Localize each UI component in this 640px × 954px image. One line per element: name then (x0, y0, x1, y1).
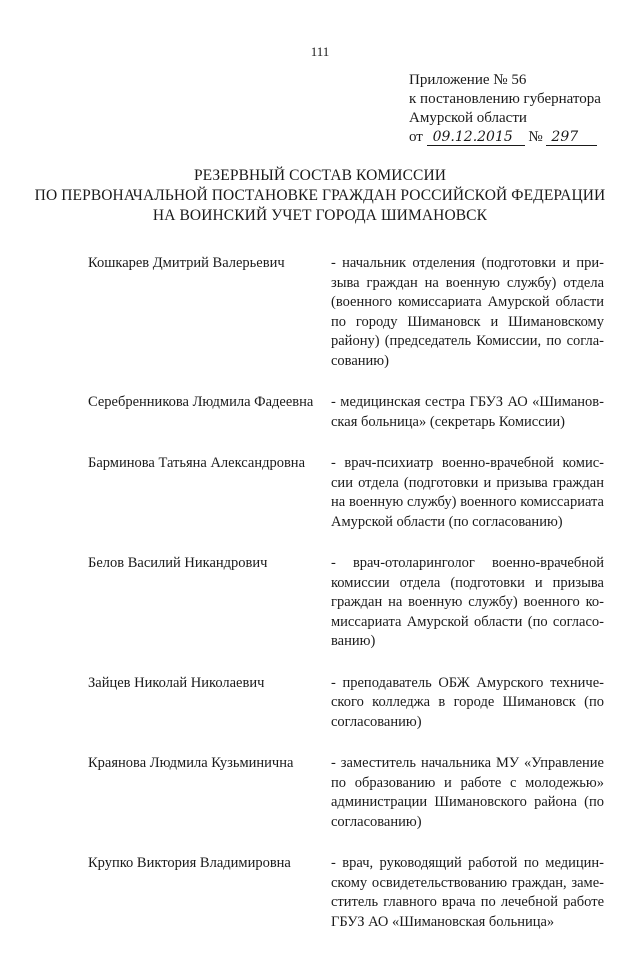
member-name: Крупко Виктория Владимировна (88, 855, 291, 871)
annex-block (409, 71, 609, 147)
annex-number-sign: № (528, 129, 543, 145)
member-name: Серебренникова Людмила Фадеевна (88, 394, 314, 410)
page-number: 111 (310, 44, 330, 59)
title-line-1: РЕЗЕРВНЫЙ СОСТАВ КОМИССИИ (193, 167, 447, 184)
annex-date-prefix: от (409, 129, 423, 145)
annex-region: Амурской области (409, 110, 527, 126)
member-role: - врач, руководящий работой по медицинскому освидетельствованию граждан, заместитель главного врача по лечебной работе ГБУЗ АО «Шимановская больница» (331, 855, 604, 930)
annex-title: Приложение № 56 (409, 72, 527, 88)
member-role: - медицинская сестра ГБУЗ АО «Шимановская больница» (секретарь Комиссии) (331, 394, 604, 430)
member-entry (88, 854, 604, 932)
member-role: - заместитель начальника МУ «Управление по образованию и работе с молодежью» администрации Шимановского района (по согласованию) (331, 755, 604, 830)
member-entry (88, 674, 604, 733)
member-name: Белов Василий Никандрович (88, 555, 268, 571)
member-entry (88, 454, 604, 532)
member-entry (88, 554, 604, 652)
member-entry (88, 393, 604, 432)
member-role: - врач-психиатр военно-врачебной комиссии отдела (подготовки и призыва граждан на военную службу) военного комиссариата Амурской области (по согласованию) (331, 455, 604, 530)
member-role: - преподаватель ОБЖ Амурского технического колледжа в городе Шимановск (по согласованию) (331, 674, 604, 730)
member-entry (88, 254, 604, 371)
document-title (0, 166, 640, 226)
annex-reference: к постановлению губернатора (409, 91, 601, 107)
member-entry (88, 754, 604, 832)
members-list (88, 254, 604, 954)
member-name: Кошкарев Дмитрий Валерьевич (88, 255, 285, 271)
member-name: Зайцев Николай Николаевич (88, 674, 265, 691)
member-role: - врач-отоларинголог военно-врачебной комиссии отдела (подготовки и призыва граждан на военную службу) военного комиссариата Амурской области (по согласованию) (331, 555, 604, 649)
title-line-2: ПО ПЕРВОНАЧАЛЬНОЙ ПОСТАНОВКЕ ГРАЖДАН РОССИЙСКОЙ ФЕДЕРАЦИИ (34, 187, 606, 204)
title-line-3: НА ВОИНСКИЙ УЧЕТ ГОРОДА ШИМАНОВСК (152, 207, 488, 224)
member-name: Барминова Татьяна Александровна (88, 455, 306, 471)
member-role: - начальник отделения (подготовки и призыва граждан на военную службу) отдела (военного комиссариата Амурской области по городу Шимановск и Шимановскому району) (председатель Комиссии, по согласованию) (331, 255, 604, 369)
annex-number-handwritten: 297 (546, 130, 597, 146)
annex-date-handwritten: 09.12.2015 (427, 130, 525, 146)
annex-date-line (409, 128, 609, 147)
member-name: Краянова Людмила Кузьминична (88, 755, 294, 771)
